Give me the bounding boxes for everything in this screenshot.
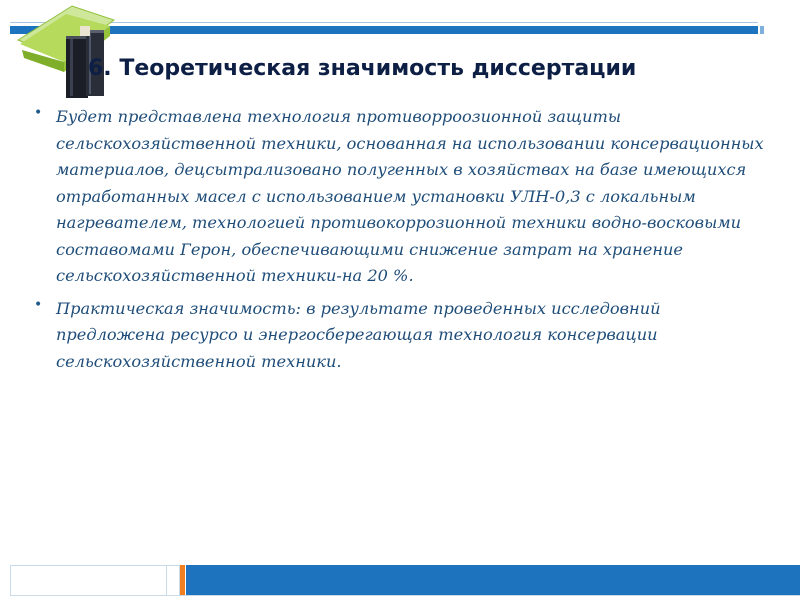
top-accent-bar bbox=[10, 26, 758, 34]
bullet-marker: • bbox=[34, 105, 43, 121]
footer-accent-bar bbox=[186, 565, 800, 595]
bullet-text: Будет представлена технология противорроозионной защиты сельскохозяйственной техники, основанная на использовании консервационных материалов, децсытрализовано полугенных в хозяйствах на базе имеющихся отработанных масел с использованием установки УЛН-0,3 с локальным нагревателем, технологией противокоррозионной техники водно-восковыми составомами Герон, обеспечивающими снижение затрат на хранение сельскохозяйственной техники-на 20 %. bbox=[56, 107, 764, 285]
slide-content bbox=[34, 104, 774, 381]
list-item bbox=[34, 296, 774, 376]
slide-title bbox=[88, 56, 636, 81]
top-divider-thin bbox=[10, 22, 758, 23]
footer-box-left bbox=[10, 565, 168, 596]
bullet-text: Практическая значимость: в результате проведенных исследовний предложена ресурсо и энергосберегающая технология консервации сельскохозяйственной техники. bbox=[56, 298, 661, 371]
slide-title-number: 6. bbox=[88, 56, 112, 81]
list-item bbox=[34, 104, 774, 290]
footer-orange-stripe bbox=[180, 565, 185, 595]
books-icon bbox=[10, 0, 120, 100]
footer-box-small bbox=[166, 565, 180, 596]
footer-divider bbox=[10, 595, 800, 596]
bullet-marker: • bbox=[34, 296, 43, 313]
top-accent-end bbox=[760, 26, 764, 34]
slide-title-text: Теоретическая значимость диссертации bbox=[119, 56, 637, 81]
